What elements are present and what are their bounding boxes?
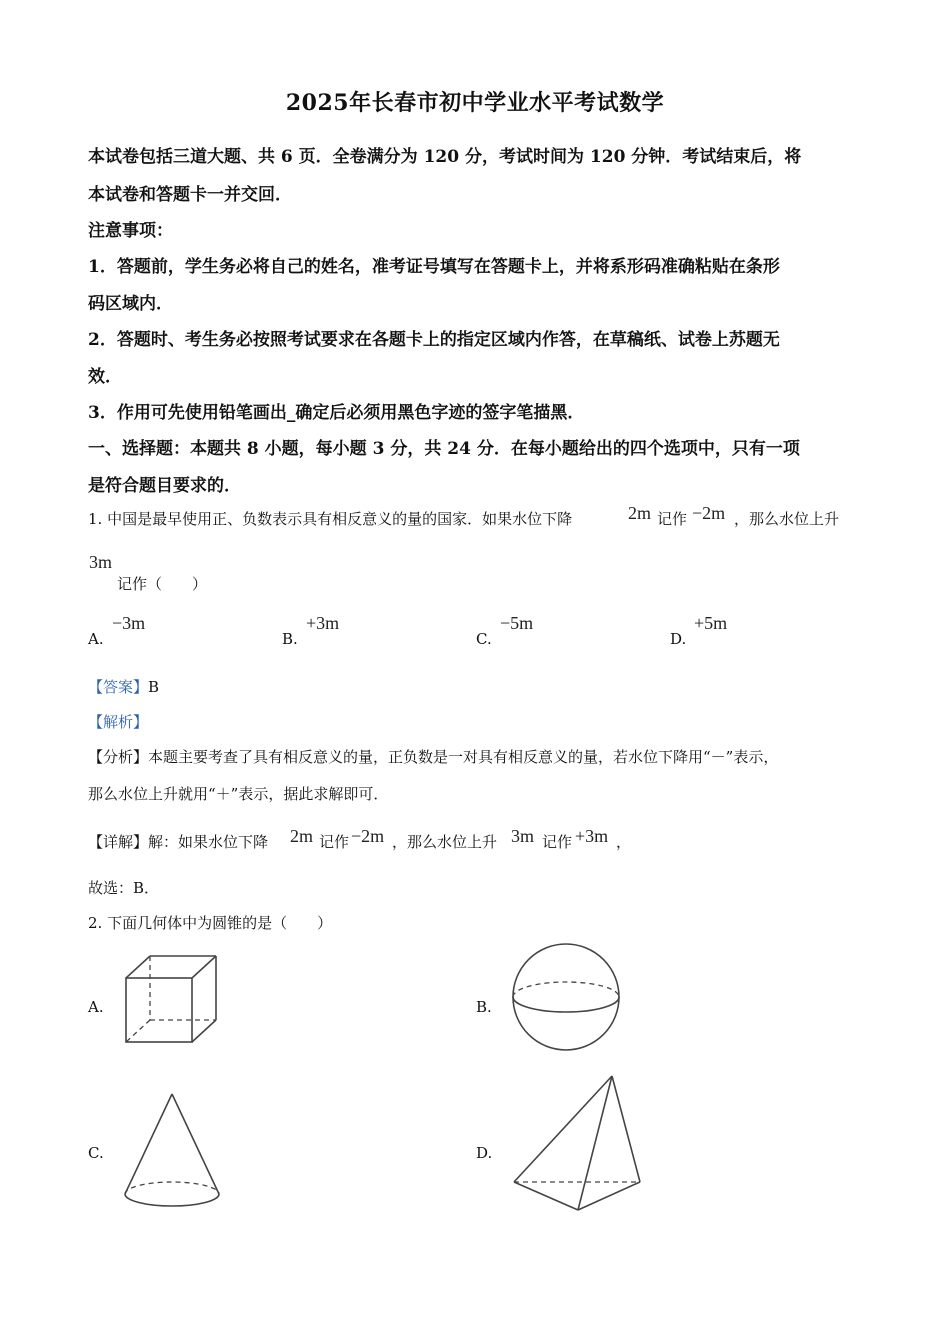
detail-math-neg-2m: −2m (351, 826, 385, 846)
answer-label: 【答案】 (88, 678, 149, 696)
q2-option-b-letter: B. (476, 998, 492, 1016)
notice-item-1-line-1: 1．答题前，学生务必将自己的姓名，准考证号填写在答题卡上，并将系形码准确粘贴在条形 (88, 257, 780, 277)
q2-option-d-letter: D. (476, 1144, 493, 1162)
q1-math-2m: 2m (628, 503, 652, 523)
notice-item-3: 3．作用可先使用铅笔画出_确定后必须用黑色字迹的签字笔描黑． (88, 403, 585, 423)
q1-math-3m: 3m (89, 552, 113, 572)
detail-prefix: 【详解】解：如果水位下降 (88, 833, 269, 851)
q1-option-d-value: +5m (694, 613, 728, 633)
analysis-line-2: 那么水位上升就用“＋”表示，据此求解即可． (88, 785, 389, 803)
section-1-line-2: 是符合题目要求的． (88, 476, 241, 496)
q1-stem-text-d: 记作（ ） (117, 575, 208, 593)
q1-option-d-letter: D. (670, 630, 687, 648)
page-title: 2025年长春市初中学业水平考试数学 (285, 90, 665, 116)
answer-value: B (148, 678, 160, 696)
intro-line-2: 本试卷和答题卡一并交回． (88, 185, 292, 205)
q1-math-neg-2m: −2m (692, 503, 726, 523)
q2-stem: 2. 下面几何体中为圆锥的是（ ） (88, 914, 333, 932)
q1-option-a-value: −3m (112, 613, 146, 633)
q1-option-b-value: +3m (306, 613, 340, 633)
detail-math-3m: 3m (511, 826, 535, 846)
intro-line-1: 本试卷包括三道大题、共 6 页．全卷满分为 120 分，考试时间为 120 分钟．考试结束后，将 (88, 147, 802, 167)
cone-icon (120, 1090, 224, 1214)
q1-stem-text-b: 记作 (657, 510, 688, 528)
sphere-icon (506, 941, 626, 1053)
notice-item-2-line-1: 2．答题时、考生务必按照考试要求在各题卡上的指定区域内作答，在草稿纸、试卷上苏题无 (88, 330, 780, 350)
q1-stem-text-c: ，那么水位上升 (734, 510, 840, 528)
q1-option-a-letter: A. (88, 630, 104, 648)
detail-text-1: 记作 (319, 833, 350, 851)
q1-stem-text-a: 1. 中国是最早使用正、负数表示具有相反意义的量的国家．如果水位下降 (88, 510, 573, 528)
q1-option-b-letter: B. (282, 630, 298, 648)
q2-option-a-letter: A. (88, 998, 104, 1016)
detail-text-2: ，那么水位上升 (392, 833, 498, 851)
choose-line: 故选：B． (88, 879, 160, 897)
detail-math-plus-3m: +3m (575, 826, 609, 846)
detail-text-4: ， (616, 833, 632, 851)
pyramid-icon (508, 1072, 644, 1214)
analysis-line-1: 【分析】本题主要考查了具有相反意义的量，正负数是一对具有相反意义的量，若水位下降用“－”表示， (88, 748, 779, 766)
analysis-label: 【解析】 (88, 713, 149, 731)
q1-option-c-value: −5m (500, 613, 534, 633)
q2-option-c-letter: C. (88, 1144, 104, 1162)
q1-option-c-letter: C. (476, 630, 492, 648)
notice-heading: 注意事项： (88, 221, 173, 241)
notice-item-1-line-2: 码区域内． (88, 294, 173, 314)
notice-item-2-line-2: 效． (88, 367, 122, 387)
detail-text-3: 记作 (542, 833, 573, 851)
section-1-line-1: 一、选择题：本题共 8 小题，每小题 3 分，共 24 分．在每小题给出的四个选项中，只有一项 (88, 439, 800, 459)
detail-math-2m: 2m (290, 826, 314, 846)
cube-icon (118, 948, 224, 1048)
